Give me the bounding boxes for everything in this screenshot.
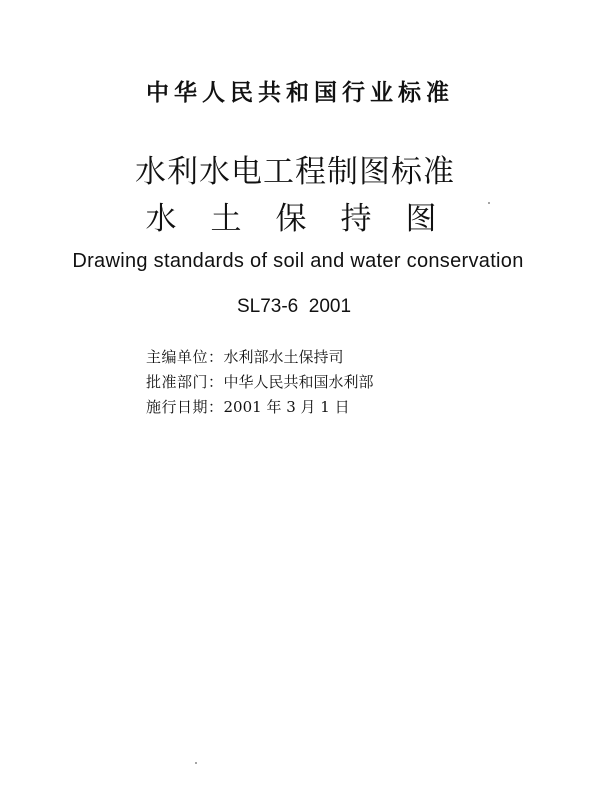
editor-value: 水利部水土保持司 (223, 348, 344, 366)
standard-code: SL73-6 2001 (236, 296, 352, 317)
scan-speck (195, 762, 197, 764)
approver-row (146, 370, 374, 395)
scan-speck (488, 202, 490, 204)
approver-label: 批准部门： (146, 373, 224, 391)
english-title: Drawing standards of soil and water conservation (72, 250, 524, 272)
industry-standard-heading: 中华人民共和国行业标准 (146, 79, 454, 106)
effective-date-label: 施行日期： (146, 398, 224, 416)
publication-info (146, 345, 374, 420)
approver-value: 中华人民共和国水利部 (223, 373, 374, 391)
document-subtitle: 水土保持图 (145, 201, 471, 237)
document-title: 水利水电工程制图标准 (135, 154, 455, 190)
editor-row (146, 345, 374, 370)
effective-date-row (146, 395, 374, 420)
effective-date-value: 2001 年 3 月 1 日 (223, 398, 350, 416)
editor-label: 主编单位： (146, 348, 224, 366)
